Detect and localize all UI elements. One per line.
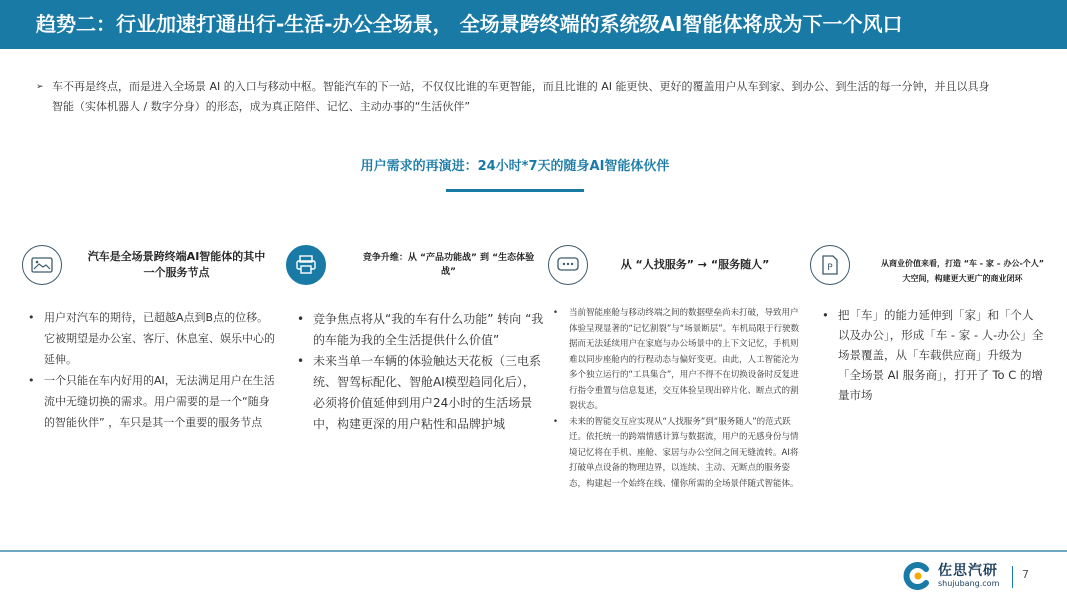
column-1-title: 汽车是全场景跨终端AI智能体的其中一个服务节点	[87, 250, 266, 279]
column-4-header	[810, 245, 1060, 285]
arrow-bullet-icon: ➢	[36, 82, 44, 92]
column-3-header	[548, 245, 808, 285]
intro-paragraph	[36, 77, 996, 117]
column-2-list	[297, 309, 545, 435]
printer-icon	[286, 245, 326, 285]
column-4-list	[822, 305, 1044, 405]
section-subtitle: 用户需求的再演进：24小时*7天的随身AI智能体伙伴	[360, 159, 670, 174]
page-number: 7	[1022, 568, 1029, 581]
list-item: • 一个只能在车内好用的AI，无法满足用户在生活流中无缝切换的需求。用户需要的是一个“随身的智能伙伴” ，车只是其一个重要的服务节点	[28, 370, 278, 433]
document-p-icon	[810, 245, 850, 285]
column-1-list	[28, 307, 278, 433]
list-item: • 竞争焦点将从“我的车有什么功能” 转向 “我的车能为我的全生活提供什么价值”	[297, 309, 545, 351]
list-item: • 未来当单一车辆的体验触达天花板（三电系统、智驾标配化、智舱AI模型趋同化后）， 必须将价值延伸到用户24小时的生活场景中，构建更深的用户粘性和品牌护城	[297, 351, 545, 435]
list-item: • 用户对汽车的期待，已超越A点到B点的位移。它被期望是办公室、客厅、休息室、娱乐中心的延伸。	[28, 307, 278, 370]
column-3-list	[553, 306, 805, 492]
subtitle-underline	[446, 189, 584, 192]
logo-url: shujubang.com	[938, 579, 1000, 588]
logo-mark-icon	[902, 561, 932, 591]
footer-separator	[1012, 566, 1013, 588]
page-title: 趋势二：行业加速打通出行-生活-办公全场景， 全场景跨终端的系统级AI智能体将成为下一个风口	[36, 12, 903, 36]
chat-bubble-icon	[548, 245, 588, 285]
brand-logo	[902, 560, 999, 592]
column-2-header	[286, 245, 546, 285]
column-2-title: 竞争升维：从 “产品功能战” 到 “生态体验战”	[362, 253, 535, 277]
column-3-title: 从 “人找服务” → “服务随人”	[620, 258, 770, 271]
list-item: • 未来的智能交互应实现从“人找服务”到“服务随人”的范式跃迁。依托统一的跨端情感计算与数据流，用户的无感身份与情境记忆将在手机、座舱、家居与办公空间之间无缝流转。AI将打破单点设备的物理边界，以连续、主动、无断点的服务姿态，构建起一个始终在线、懂你所需的全场景伴随式智能体。	[553, 415, 805, 493]
list-item: • 把「车」的能力延伸到「家」和「个人以及办公」，形成「车 - 家 - 人-办公」全场景覆盖，从「车载供应商」升级为「全场景 AI 服务商」，打开了 To C 的增量市场	[822, 305, 1044, 405]
logo-name: 佐思汽研	[938, 563, 998, 579]
intro-text: 车不再是终点，而是进入全场景 AI 的入口与移动中枢。智能汽车的下一站，不仅仅比谁的车更智能，而且比谁的 AI 能更快、更好的覆盖用户从车到家、到办公、到生活的每一分钟，并且以具身智能（实体机器人 / 数字分身）的形态，成为真正陪伴、记忆、主动办事的“生活伙伴”	[52, 80, 990, 113]
list-item: • 当前智能座舱与移动终端之间的数据壁垒尚未打破，导致用户体验呈现显著的“记忆割裂”与“场景断层”。车机局限于行驶数据而无法延续用户在家庭与办公场景中的上下文记忆，手机则难以同步座舱内的行程动态与偏好变更。由此，人工智能沦为多个独立运行的“工具集合”，用户不得不在切换设备时反复进行指令重置与信息复述，交互体验呈现出碎片化、断点式的割裂状态。	[553, 306, 805, 415]
svg-text:P: P	[827, 263, 833, 273]
header-bar	[0, 0, 1067, 49]
footer-divider	[0, 550, 1067, 552]
column-4-title: 从商业价值来看，打造 “车 - 家 – 办公-个人” 大空间，构建更大更广的商业闭环	[880, 259, 1045, 283]
image-frame-icon	[22, 245, 62, 285]
column-1-header	[22, 245, 272, 285]
